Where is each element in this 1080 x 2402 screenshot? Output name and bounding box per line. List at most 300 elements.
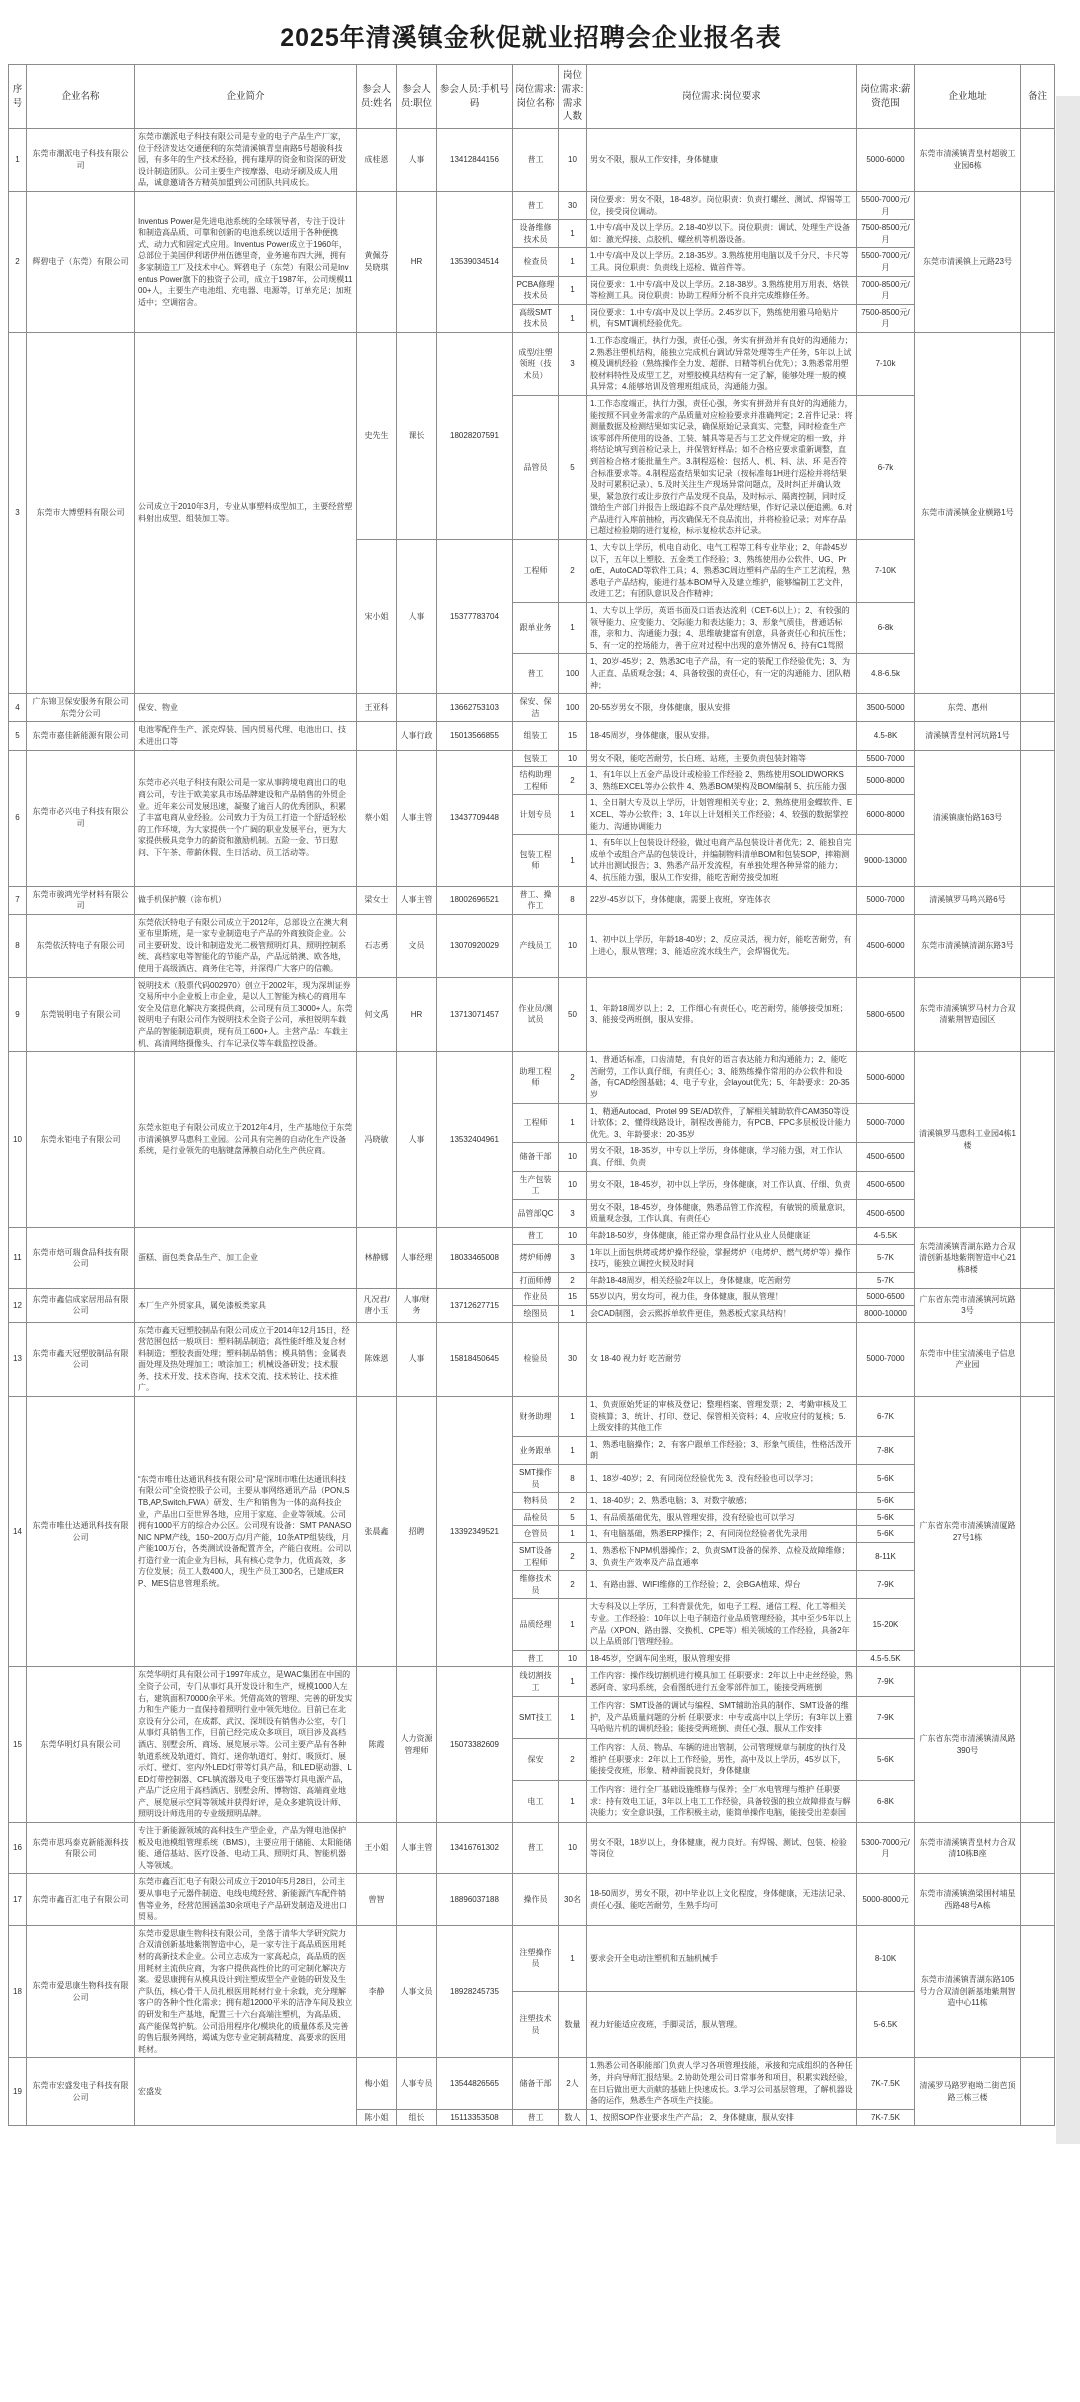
company-intro: 蛋糕、面包类食品生产、加工企业	[135, 1227, 357, 1288]
position-salary: 5-6K	[857, 1509, 915, 1526]
participant-name: 张晨鑫	[357, 1397, 397, 1667]
participant-title: 人事文员	[397, 1925, 437, 2058]
position-req: 会CAD制图，会云熙拆单软件更佳，熟悉板式家具结构！	[587, 1305, 857, 1322]
position-req: 1、熟悉松下NPM机器操作；2、负责SMT设备的保养、点检及故障维修；3、负责生产效率及产品直通率	[587, 1543, 857, 1571]
company-name: 东莞市大博塑料有限公司	[27, 332, 135, 693]
position-count: 1	[559, 1397, 587, 1437]
company-intro: Inventus Power是先进电池系统的全球领导者，专注于设计和制造高品质、可靠和创新的电池系统以适用于各种便携式、动力式和固定式应用。Inventus Power成立于1960年，总部位于美国伊利诺伊州伍德里奇，业务遍布四大洲，拥有多家制造工厂及技术中心。辉碧电子（东莞）有限公司是Inventus Power旗下的独资子公司，成立于1987年，公司规模1100+人，主要生产电池组、充电器、电源等，订单充足；加班适中；空调宿舍。	[135, 192, 357, 333]
company-note	[1021, 914, 1055, 977]
position-req: 男女不限，能吃苦耐劳，长白班、站班，主要负责包装封箱等	[587, 750, 857, 767]
position-req: 工作内容：操作线切割机进行模具加工 任职要求：2年以上中走丝经验，熟悉阿奇、家玛系统，会看图纸进行五金零部件加工，能接受两班倒	[587, 1667, 857, 1697]
position-salary: 6000-8000	[857, 795, 915, 835]
company-intro: 东莞市鑫百汇电子有限公司成立于2010年5月28日，公司主要从事电子元器件制造、电线电缆经营、新能源汽车配件销售等业务，经营范围涵盖30余项电子产品研发制造及进出口贸易。	[135, 1874, 357, 1925]
table-row	[9, 1667, 1055, 1697]
position-count: 100	[559, 654, 587, 694]
report-table	[8, 64, 1055, 2126]
header-row	[9, 65, 1055, 129]
company-intro: 电池零配件生产、派克焊装、国内贸易代理、电池出口、技术进出口等	[135, 722, 357, 750]
position-title: 品管员	[513, 395, 559, 539]
company-intro: 东莞市爱思康生物科技有限公司，坐落于清华大学研究院力合双清创新基地紫荆智造中心，是一家专注于高品质医用耗材的高新技术企业。公司立志成为一家高起点，高品质的医用耗材主流供应商，为客户提供高性价比的可定制化解决方案。爱思康拥有从模具设计到注塑成型全产业链的研发及生产队伍，核心骨干人员扎根医用耗材行业十余载，充分理解客户的各种个性化需求；拥有超12000平米的洁净车间及独立的研发和生产基地，配置三十六台高端注塑机，为高品质、高产能保驾护航。公司沿用程序化/模块化的质量体系及完善的售后服务网络，竭诚为您专业定制高精度、高要求的医用耗材。	[135, 1925, 357, 2058]
header-participant-phone: 参会人员:手机号码	[437, 65, 513, 129]
position-count: 5	[559, 395, 587, 539]
company-no: 8	[9, 914, 27, 977]
company-no: 6	[9, 750, 27, 886]
company-no: 16	[9, 1823, 27, 1874]
participant-phone: 13713071457	[437, 977, 513, 1052]
participant-phone: 18028207591	[437, 332, 513, 539]
company-note	[1021, 192, 1055, 333]
company-address: 广东省东莞市清溪镇清厦路27号1栋	[915, 1397, 1021, 1667]
position-salary: 5-6K	[857, 1465, 915, 1493]
position-count: 1	[559, 248, 587, 276]
position-title: 跟单业务	[513, 603, 559, 654]
table-row	[9, 332, 1055, 395]
participant-name: 林静娜	[357, 1227, 397, 1288]
table-row	[9, 1227, 1055, 1244]
participant-title: 文员	[397, 914, 437, 977]
position-req: 1.工作态度端正，执行力强，责任心强，务实有拼劲并有良好的沟通能力；2.熟悉注塑机结构，能独立完成机台调试/异常处理等生产任务，5年以上试模及调机经验（熟练操作全力发、超群、日精等机台优先）；3.熟悉常用塑胶材料特性及成型工艺，对塑胶模具结构有一定了解，能够处理一般的模具异常；4.能够培训及管理班组成员，沟通能力强。	[587, 332, 857, 395]
participant-title: 人力资源管理师	[397, 1667, 437, 1823]
participant-name: 宋小姐	[357, 540, 397, 694]
position-count: 10	[559, 1823, 587, 1874]
position-count: 8	[559, 886, 587, 914]
table-row	[9, 914, 1055, 977]
position-salary: 7-9K	[857, 1697, 915, 1739]
position-title: 产线员工	[513, 914, 559, 977]
company-name: 东莞市嘉佳新能源有限公司	[27, 722, 135, 750]
participant-title: 人事主管	[397, 1823, 437, 1874]
position-title: 普工	[513, 654, 559, 694]
position-count: 1	[559, 304, 587, 332]
position-req: 22岁-45岁以下，身体健康，需要上夜班，穿连体衣	[587, 886, 857, 914]
participant-name: 石志勇	[357, 914, 397, 977]
company-intro: 宏盛发	[135, 2058, 357, 2126]
position-count: 1	[559, 1925, 587, 1991]
company-name: 东莞市爱思康生物科技有限公司	[27, 1925, 135, 2058]
position-count: 1	[559, 835, 587, 886]
position-title: 财务助理	[513, 1397, 559, 1437]
participant-phone: 18928245735	[437, 1925, 513, 2058]
company-no: 17	[9, 1874, 27, 1925]
position-salary: 4500-6500	[857, 1171, 915, 1199]
table-row	[9, 886, 1055, 914]
position-title: 包装工	[513, 750, 559, 767]
position-title: 物料员	[513, 1493, 559, 1510]
position-req: 1、有路由器、WIFI维修的工作经验；2、会BGA植球、焊台	[587, 1571, 857, 1599]
position-count: 1	[559, 276, 587, 304]
company-note	[1021, 332, 1055, 693]
sheet-right-gutter	[1056, 96, 1080, 2144]
company-intro: 保安、物业	[135, 694, 357, 722]
participant-title: 课长	[397, 332, 437, 539]
position-count: 3	[559, 332, 587, 395]
position-count: 3	[559, 1244, 587, 1272]
position-title: 烤炉师傅	[513, 1244, 559, 1272]
position-count: 1	[559, 1599, 587, 1650]
company-name: 东莞市鑫信成家居用品有限公司	[27, 1289, 135, 1322]
participant-phone: 18002696521	[437, 886, 513, 914]
participant-name: 成桂恩	[357, 129, 397, 192]
company-name: 东莞永钜电子有限公司	[27, 1052, 135, 1228]
position-req: 男女不限，服从工作安排，身体健康	[587, 129, 857, 192]
participant-title: 组长	[397, 2109, 437, 2126]
company-note	[1021, 2058, 1055, 2126]
header-participant-name: 参会人员:姓名	[357, 65, 397, 129]
participant-phone: 13544826565	[437, 2058, 513, 2109]
header-participant-title: 参会人员:职位	[397, 65, 437, 129]
position-req: 工作内容：SMT设备的调试与编程、SMT辅助治具的制作、SMT设备的维护，及产品质量问题的分析 任职要求：中专或高中以上学历；有3年以上雅马哈贴片机的调机经验；能接受两班倒、责任心强、服从工作安排	[587, 1697, 857, 1739]
position-salary: 5500-7000元/月	[857, 248, 915, 276]
position-count: 10	[559, 129, 587, 192]
position-salary: 7-10k	[857, 332, 915, 395]
company-name: 东莞市宏盛发电子科技有限公司	[27, 2058, 135, 2126]
company-intro: 东莞市潮派电子科技有限公司是专业的电子产品生产厂家，位于经济发达交通便利的东莞清溪镇青皇南路5号超骏科技园，有多年的生产技术经验，拥有雄厚的资金和资深的研发设计制造团队。公司主要生产按摩器、电动牙刷及成人用品，诚意邀请各方精英加盟到公司团队共同成长。	[135, 129, 357, 192]
company-intro: 做手机保护膜（涂布机）	[135, 886, 357, 914]
position-req: 1、熟悉电脑操作；2、有客户跟单工作经验；3、形象气质佳，性格活泼开朗	[587, 1436, 857, 1464]
table-row	[9, 192, 1055, 220]
table-row	[9, 1397, 1055, 1437]
position-count: 2	[559, 1571, 587, 1599]
position-salary: 6-8K	[857, 1781, 915, 1823]
company-note	[1021, 1322, 1055, 1397]
position-salary: 5-7K	[857, 1272, 915, 1289]
position-req: 1、18-40岁；2、熟悉电脑；3、对数字敏感；	[587, 1493, 857, 1510]
table-row	[9, 1052, 1055, 1103]
participant-phone: 13437709448	[437, 750, 513, 886]
position-count: 30	[559, 1322, 587, 1397]
position-req: 年龄18-50岁，身体健康，能正常办理食品行业从业人员健康证	[587, 1227, 857, 1244]
position-salary: 4.5-8K	[857, 722, 915, 750]
position-req: 1、大专以上学历，机电自动化、电气工程等工科专业毕业；2、年龄45岁以下，五年以上塑胶、五金类工作经验；3、熟练使用办公软件、UG、Pro/E、AutoCAD等软件工具；4、熟悉3C周边塑料产品的生产工艺流程，熟悉电子产品结构，能进行基本BOM导入及建立维护，能够编制工艺文件，改进工艺；有团队意识及合作精神；	[587, 540, 857, 603]
header-company-intro: 企业简介	[135, 65, 357, 129]
table-row	[9, 129, 1055, 192]
company-note	[1021, 722, 1055, 750]
company-name: 东莞市思玛泰克新能源科技有限公司	[27, 1823, 135, 1874]
position-count: 15	[559, 1289, 587, 1306]
position-salary: 5-7K	[857, 1244, 915, 1272]
company-no: 5	[9, 722, 27, 750]
participant-phone: 13712627715	[437, 1289, 513, 1322]
company-address: 东莞、惠州	[915, 694, 1021, 722]
participant-phone: 13416761302	[437, 1823, 513, 1874]
position-salary: 4.5-5.5K	[857, 1650, 915, 1667]
position-title: 组装工	[513, 722, 559, 750]
company-no: 10	[9, 1052, 27, 1228]
participant-phone: 15818450645	[437, 1322, 513, 1397]
position-title: 助理工程师	[513, 1052, 559, 1103]
position-title: 成型/注塑领班（技术员）	[513, 332, 559, 395]
header-company-name: 企业名称	[27, 65, 135, 129]
position-title: 普工	[513, 1823, 559, 1874]
company-note	[1021, 1823, 1055, 1874]
position-req: 要求会开全电动注塑机和五轴机械手	[587, 1925, 857, 1991]
position-salary: 8000-10000	[857, 1305, 915, 1322]
position-salary: 8-10K	[857, 1925, 915, 1991]
position-title: SMT设备工程师	[513, 1543, 559, 1571]
position-salary: 5000-7000	[857, 1103, 915, 1143]
position-title: 生产包装工	[513, 1171, 559, 1199]
participant-title: 人事经理	[397, 1227, 437, 1288]
position-salary: 4-5.5K	[857, 1227, 915, 1244]
position-count: 2	[559, 1493, 587, 1510]
position-title: 业务跟单	[513, 1436, 559, 1464]
position-req: 1、有品质基础优先，服从管理安排，没有经验也可以学习	[587, 1509, 857, 1526]
position-salary: 4.8-6.5k	[857, 654, 915, 694]
participant-title: 人事主管	[397, 750, 437, 886]
company-intro: 锐明技术（股票代码002970）创立于2002年，现为深圳证券交易所中小企业板上市企业，是以人工智能为核心的商用车安全及信息化解决方案提供商，公司现有员工3000+人。东莞锐明电子有限公司作为锐明技术全资子公司，承担锐明车载产品的智能制造职责，现有员工600+人。主营产品：车载主机、高清网络摄像头、行车记录仪等车载监控设备。	[135, 977, 357, 1052]
position-title: 普工、操作工	[513, 886, 559, 914]
company-address: 东莞市清溪镇金业横路1号	[915, 332, 1021, 693]
participant-title: 人事行政	[397, 722, 437, 750]
position-title: 普工	[513, 129, 559, 192]
position-req: 大专科及以上学历，工科背景优先，如电子工程、通信工程、化工等相关专业。工作经验：10年以上电子制造行业品质管理经验，其中至少5年以上产品（XPON、路由器、交换机、CPE等）相关领域的工作经验，具备2年以上品质部门管理经验。	[587, 1599, 857, 1650]
company-no: 12	[9, 1289, 27, 1322]
company-address: 清溪镇罗马惠科工业园4栋1楼	[915, 1052, 1021, 1228]
position-req: 18-50周岁，男女不限，初中毕业以上文化程度，身体健康，无违法记录、责任心强、能吃苦耐劳，生熟手均可	[587, 1874, 857, 1925]
position-salary: 6-7K	[857, 1397, 915, 1437]
participant-phone: 13070920029	[437, 914, 513, 977]
participant-phone: 18896037188	[437, 1874, 513, 1925]
position-salary: 5800-6500	[857, 977, 915, 1052]
company-no: 9	[9, 977, 27, 1052]
position-req: 视力好能适应夜班，手脚灵活，服从管理。	[587, 1992, 857, 2058]
company-no: 14	[9, 1397, 27, 1667]
participant-title: 招聘	[397, 1397, 437, 1667]
position-title: 作业员/测试员	[513, 977, 559, 1052]
participant-title	[397, 694, 437, 722]
company-address: 东莞市清溪镇青湖东路105号力合双清创新基地紫荆智造中心11栋	[915, 1925, 1021, 2058]
position-count: 10	[559, 1171, 587, 1199]
company-address: 东莞清溪镇青湖东路力合双清创新基地紫荆智造中心21栋8楼	[915, 1227, 1021, 1288]
participant-phone: 13539034514	[437, 192, 513, 333]
participant-name: 冯晓敏	[357, 1052, 397, 1228]
company-address: 东莞市清溪镇罗马村力合双清紫荆智造园区	[915, 977, 1021, 1052]
position-salary: 5000-7000	[857, 886, 915, 914]
position-salary: 5000-6000	[857, 129, 915, 192]
position-title: 维修技术员	[513, 1571, 559, 1599]
position-salary: 5000-7000	[857, 1322, 915, 1397]
position-count: 15	[559, 722, 587, 750]
company-no: 7	[9, 886, 27, 914]
position-title: 打面师傅	[513, 1272, 559, 1289]
position-req: 男女不限，18-45岁，初中以上学历，身体健康，对工作认真、仔细、负责	[587, 1171, 857, 1199]
position-salary: 7-8K	[857, 1436, 915, 1464]
company-intro: 东莞永钜电子有限公司成立于2012年4月，生产基地位于东莞市清溪镇罗马惠科工业园。公司具有完善的自动化生产设备系统，是行业领先的电脑键盘薄膜自动化生产供应商。	[135, 1052, 357, 1228]
position-req: 工作内容：进行全厂基础设施维修与保养；全厂水电管理与维护 任职要求：持有效电工证，3年以上电工工作经验，具备较强的独立故障排查与解决能力；安全意识强，工作积极主动，能简单操作电脑，能接受出差泰国	[587, 1781, 857, 1823]
participant-name: 蔡小姐	[357, 750, 397, 886]
position-salary: 4500-6500	[857, 1199, 915, 1227]
company-no: 1	[9, 129, 27, 192]
position-title: 普工	[513, 192, 559, 220]
company-note	[1021, 1289, 1055, 1322]
table-row	[9, 722, 1055, 750]
position-req: 1、大专以上学历，英语书面及口语表达流利（CET-6以上）；2、有较强的领导能力、应变能力、交际能力和表达能力；3、形象气质佳，普通话标准，亲和力、沟通能力强；4、思维敏捷富有创意，具备责任心和抗压性；5、有一定的控场能力，善于应对过程中出现的意外情况 6、持有C1驾照	[587, 603, 857, 654]
header-company-address: 企业地址	[915, 65, 1021, 129]
company-name: 东莞市潮派电子科技有限公司	[27, 129, 135, 192]
company-address: 清溪镇青皇村河坑路1号	[915, 722, 1021, 750]
position-req: 1、全日制大专及以上学历，计划管理相关专业；2、熟练使用金蝶软件、EXCEL、等办公软件；3、1年以上计划相关工作经验；4、较强的数据掌控能力、沟通协调能力	[587, 795, 857, 835]
company-address: 广东省东莞市清溪镇河坑路3号	[915, 1289, 1021, 1322]
position-title: 包装工程师	[513, 835, 559, 886]
position-salary: 7000-8500元/月	[857, 276, 915, 304]
position-salary: 5000-6000	[857, 1052, 915, 1103]
position-req: 1、按照SOP作业要求生产产品； 2、身体健康，服从安排	[587, 2109, 857, 2126]
company-intro: 本厂生产外贸家具，属免漆板类家具	[135, 1289, 357, 1322]
position-salary: 6-8k	[857, 603, 915, 654]
table-row	[9, 1823, 1055, 1874]
position-req: 1、20岁-45岁；2、熟悉3C电子产品，有一定的装配工作经验优先；3、为人正直、品质观念强；4、具备较强的责任心，有一定的沟通能力、团队精神；	[587, 654, 857, 694]
company-note	[1021, 129, 1055, 192]
position-req: 1、负责原始凭证的审核及登记；整理档案、管理发票；2、考勤审核及工资核算；3、统计、打印、登记、保管相关资料；4、应收应付的复核；5.上级安排的其他工作	[587, 1397, 857, 1437]
position-count: 100	[559, 694, 587, 722]
position-count: 10	[559, 750, 587, 767]
position-req: 1、精通Autocad、Protel 99 SE/AD软件，了解相关辅助软件CAM350等设计软体；2、懂得线路设计，制程改善能力，有PCB、FPC多层板设计能力优先。3、年龄要求：20-35岁	[587, 1103, 857, 1143]
company-intro: 东莞市鑫天冠塑胶制品有限公司成立于2014年12月15日，经营范围包括一般项目：塑料制品制造；高性能纤维及复合材料制造；塑胶表面处理；塑料制品销售；模具销售；金属表面处理及热处理加工；喷涂加工；机械设备研发；技术服务、技术开发、技术咨询、技术交流、技术转让、技术推广。	[135, 1322, 357, 1397]
company-no: 11	[9, 1227, 27, 1288]
company-address: 清溪镇罗马鸣兴路6号	[915, 886, 1021, 914]
participant-phone: 13392349521	[437, 1397, 513, 1667]
position-count: 2	[559, 540, 587, 603]
participant-phone: 15113353508	[437, 2109, 513, 2126]
position-title: 结构助理工程师	[513, 767, 559, 795]
company-note	[1021, 886, 1055, 914]
participant-name: 陈霞	[357, 1667, 397, 1823]
position-salary: 15-20K	[857, 1599, 915, 1650]
position-count: 2	[559, 1052, 587, 1103]
position-salary: 3500-5000	[857, 694, 915, 722]
position-req: 1、普通话标准，口齿清楚，有良好的语言表达能力和沟通能力；2、能吃苦耐劳，工作认真仔细，有责任心；3、能熟练操作常用的办公软件和设备，有CAD绘图基础；4、电子专业，会layout优先；5、年龄要求：20-35岁	[587, 1052, 857, 1103]
participant-title	[397, 1874, 437, 1925]
participant-name: 史先生	[357, 332, 397, 539]
position-salary: 6-7k	[857, 395, 915, 539]
position-title: 普工	[513, 1227, 559, 1244]
position-title: 储备干部	[513, 2058, 559, 2109]
participant-name: 王亚科	[357, 694, 397, 722]
position-req: 1、初中以上学历，年龄18-40岁；2、反应灵活，视力好，能吃苦耐劳，有上进心，服从管理；3、能适应流水线生产，会焊锡优先。	[587, 914, 857, 977]
participant-title: 人事/财务	[397, 1289, 437, 1322]
position-title: 储备干部	[513, 1143, 559, 1171]
position-req: 1、年龄18周岁以上；2、工作细心有责任心，吃苦耐劳，能够接受加班；3、能接受两班倒，服从安排。	[587, 977, 857, 1052]
position-req: 1、有5年以上包装设计经验，做过电商产品包装设计者优先；2、能独自完成单个或组合产品的包装设计，并编制物料清单BOM和包装SOP，摔箱测试并出测试报告；3、熟悉产品开发流程，有单独处理各种异常的能力；4、抗压能力强，服从工作安排，能吃苦耐劳接受加班	[587, 835, 857, 886]
position-salary: 4500-6500	[857, 1143, 915, 1171]
position-count: 1	[559, 220, 587, 248]
position-title: 操作员	[513, 1874, 559, 1925]
company-note	[1021, 694, 1055, 722]
company-intro: 东莞依沃特电子有限公司成立于2012年，总部设立在澳大利亚布里斯班，是一家专业制造电子产品的外商独资企业。公司主要研发、设计和制造发光二极管照明灯具、照明控制系统、高档家电等智能化的节能产品，产品远销澳、欧各地，使用于高级酒店、商务住宅等，并深得广大客户的信赖。	[135, 914, 357, 977]
position-count: 8	[559, 1465, 587, 1493]
table-row	[9, 1874, 1055, 1925]
position-req: 男女不限，18-45岁，身体健康，熟悉品管工作流程，有敏锐的质量意识，质量观念强，工作认真、有责任心	[587, 1199, 857, 1227]
company-intro: 东莞市必兴电子科技有限公司是一家从事跨境电商出口的电商公司，专注于欧美家具市场品牌建设和产品销售的外贸企业。近年来公司发展迅速，凝聚了逾百人的优秀团队，积累了丰富电商从业经验。公司致力于为员工打造一个舒适轻松的工作环境，为大家提供一个广阔的职业发展平台，更为大家提供极具竞争力的薪资和激励机制。五险一金、节日慰问、下午茶、带薪休假、生日活动、员工活动等。	[135, 750, 357, 886]
participant-title: 人事	[397, 1052, 437, 1228]
participant-title: 人事专员	[397, 2058, 437, 2109]
company-name: 东莞华明灯具有限公司	[27, 1667, 135, 1823]
participant-name: 李静	[357, 1925, 397, 2058]
position-count: 50	[559, 977, 587, 1052]
position-req: 20-55岁男女不限，身体健康，服从安排	[587, 694, 857, 722]
participant-title: 人事	[397, 540, 437, 694]
position-count: 5	[559, 1509, 587, 1526]
position-count: 2	[559, 1272, 587, 1289]
position-title: 注塑技术员	[513, 1992, 559, 2058]
position-req: 岗位要求：1.中专/高中及以上学历。2.45岁以下，熟练使用雅马哈贴片机，有SMT调机经验优先。	[587, 304, 857, 332]
position-req: 1.熟悉公司各职能部门负责人学习各项管理技能，承接和完成组织的各种任务，并向导师汇报结果。2.协助处理公司日常事务和项目，积累实践经验，在日后做出更大贡献的基础上快速成长。3.学习公司基层管理，了解机器设备的运作，熟悉生产各项生产技能。	[587, 2058, 857, 2109]
position-title: 注塑操作员	[513, 1925, 559, 1991]
position-count: 1	[559, 1526, 587, 1543]
participant-title: HR	[397, 977, 437, 1052]
position-count: 1	[559, 1436, 587, 1464]
participant-title: 人事	[397, 1322, 437, 1397]
page-title: 2025年清溪镇金秋促就业招聘会企业报名表	[280, 24, 782, 52]
position-title: 检查员	[513, 248, 559, 276]
company-note	[1021, 1667, 1055, 1823]
position-count: 数人	[559, 2109, 587, 2126]
position-req: 1.中专/高中及以上学历。2.18-40岁以下。岗位职责：调试、处理生产设备如：激光焊接、点胶机、螺丝机等机器设备。	[587, 220, 857, 248]
participant-name: 黄佩芬 吴晓琪	[357, 192, 397, 333]
company-intro: 东莞华明灯具有限公司于1997年成立，是WAC集团在中国的全资子公司，专门从事灯具开发设计和生产，规模1000人左右，建筑面积70000余平米。凭借高效的管理、完善的研发实力和生产能力一直保持着照明行业中领先地位。目前已在北京设有分公司，在成都、武汉、深圳设有销售办公室，专门从事灯具销售工作，目前已经完成众多项目，项目涉及高档酒店、别墅会所、商场、展览展示等。公司主要产品有各种轨道系统及轨道灯、筒灯、迷你轨道灯、射灯、吸顶灯、展示灯、壁灯、室内/外LED灯带等灯具产品，和LED驱动器、LED灯带控制器、CFL镇流器及电子变压器等灯具电源产品，产品广泛应用于高档酒店、别墅会所、博物馆、高端商业地产、展览展示空间等领域并获得好评，是众多建筑设计师、照明设计师选用的专业级照明品牌。	[135, 1667, 357, 1823]
company-intro: 专注于新能源领域的高科技生产型企业，产品为锂电池保护板及电池模组管理系统（BMS），主要应用于储能、太阳能储能、通信基站、医疗设备、电动工具、照明灯具、智能机器人等领域。	[135, 1823, 357, 1874]
position-salary: 5000-8000元	[857, 1874, 915, 1925]
position-req: 男女不限，18-35岁，中专以上学历，身体健康，学习能力强，对工作认真、仔细、负责	[587, 1143, 857, 1171]
position-count: 1	[559, 795, 587, 835]
company-no: 4	[9, 694, 27, 722]
position-req: 1年以上面包烘烤或烤炉操作经验，掌握烤炉（电烤炉、燃气烤炉等）操作技巧，能独立调控火候及时间	[587, 1244, 857, 1272]
table-row	[9, 2058, 1055, 2109]
participant-phone: 13532404961	[437, 1052, 513, 1228]
participant-name: 陈小姐	[357, 2109, 397, 2126]
position-salary: 5000-6500	[857, 1289, 915, 1306]
position-salary: 5-6K	[857, 1493, 915, 1510]
company-name: 东莞市骏鸿光学材料有限公司	[27, 886, 135, 914]
position-count: 1	[559, 1103, 587, 1143]
position-req: 岗位要求：男女不限，18-48岁。岗位职责：负责打螺丝、测试、焊锡等工位，接受岗位调动。	[587, 192, 857, 220]
position-title: 电工	[513, 1781, 559, 1823]
company-address: 东莞市清溪镇清湖东路3号	[915, 914, 1021, 977]
position-count: 1	[559, 1667, 587, 1697]
company-address: 东莞市清溪镇青皇村力合双清10栋B座	[915, 1823, 1021, 1874]
position-count: 1	[559, 1697, 587, 1739]
company-note	[1021, 1925, 1055, 2058]
participant-name	[357, 722, 397, 750]
position-title: 仓管员	[513, 1526, 559, 1543]
company-note	[1021, 1397, 1055, 1667]
position-title: 计划专员	[513, 795, 559, 835]
position-title: 保安	[513, 1739, 559, 1781]
position-req: 55岁以内，男女均可，视力佳，身体健康，服从管理！	[587, 1289, 857, 1306]
company-note	[1021, 1227, 1055, 1288]
position-req: 1、有1年以上五金产品设计或检验工作经验 2、熟练使用SOLIDWORKS 3、熟练EXCEL等办公软件 4、熟悉BOM架构及BOM编制 5、抗压能力强	[587, 767, 857, 795]
position-salary: 5500-7000	[857, 750, 915, 767]
position-salary: 7K-7.5K	[857, 2109, 915, 2126]
header-position-req: 岗位需求:岗位要求	[587, 65, 857, 129]
position-count: 2	[559, 1543, 587, 1571]
position-salary: 7500-8500元/月	[857, 304, 915, 332]
position-title: 工程师	[513, 1103, 559, 1143]
position-salary: 5000-8000	[857, 767, 915, 795]
position-salary: 9000-13000	[857, 835, 915, 886]
position-req: 岗位要求：1.中专/高中及以上学历。2.18-38岁。3.熟练使用万用表、烙铁等检测工具。岗位职责：协助工程师分析不良并完成维修任务。	[587, 276, 857, 304]
company-address: 东莞市清溪镇渔梁围村埔星西路48号A栋	[915, 1874, 1021, 1925]
position-title: 品质经理	[513, 1599, 559, 1650]
company-address: 清溪罗马路罗袍坳二街芭顶路三栋三楼	[915, 2058, 1021, 2126]
company-name: 广东锦卫保安服务有限公司东莞分公司	[27, 694, 135, 722]
company-intro: “东莞市唯仕达通讯科技有限公司”是“深圳市唯仕达通讯科技有限公司”全资控股子公司，主要从事网络通讯产品（PON,STB,AP,Switch,FWA）研发、生产和销售为一体的高科技企业，产品出口至世界各地，应用于家庭、企业等领域。公司拥有1000平方的综合办公区。公司现有设备：SMT PANASONIC NPM产线，150~200万点/月产能，10条ATP组装线，月产能100万台，各类测试设备配置齐全，产能白夜班。公司以打造行业一流企业为目标，具有核心竞争力，优质高效，多方位发展；员工人数400人，现生产员工300名，已建成ERP、MES信息管理系统。	[135, 1397, 357, 1667]
company-note	[1021, 1874, 1055, 1925]
position-salary: 7-9K	[857, 1667, 915, 1697]
position-count: 30	[559, 192, 587, 220]
position-title: PCBA修理技术员	[513, 276, 559, 304]
company-name: 东莞市鑫百汇电子有限公司	[27, 1874, 135, 1925]
